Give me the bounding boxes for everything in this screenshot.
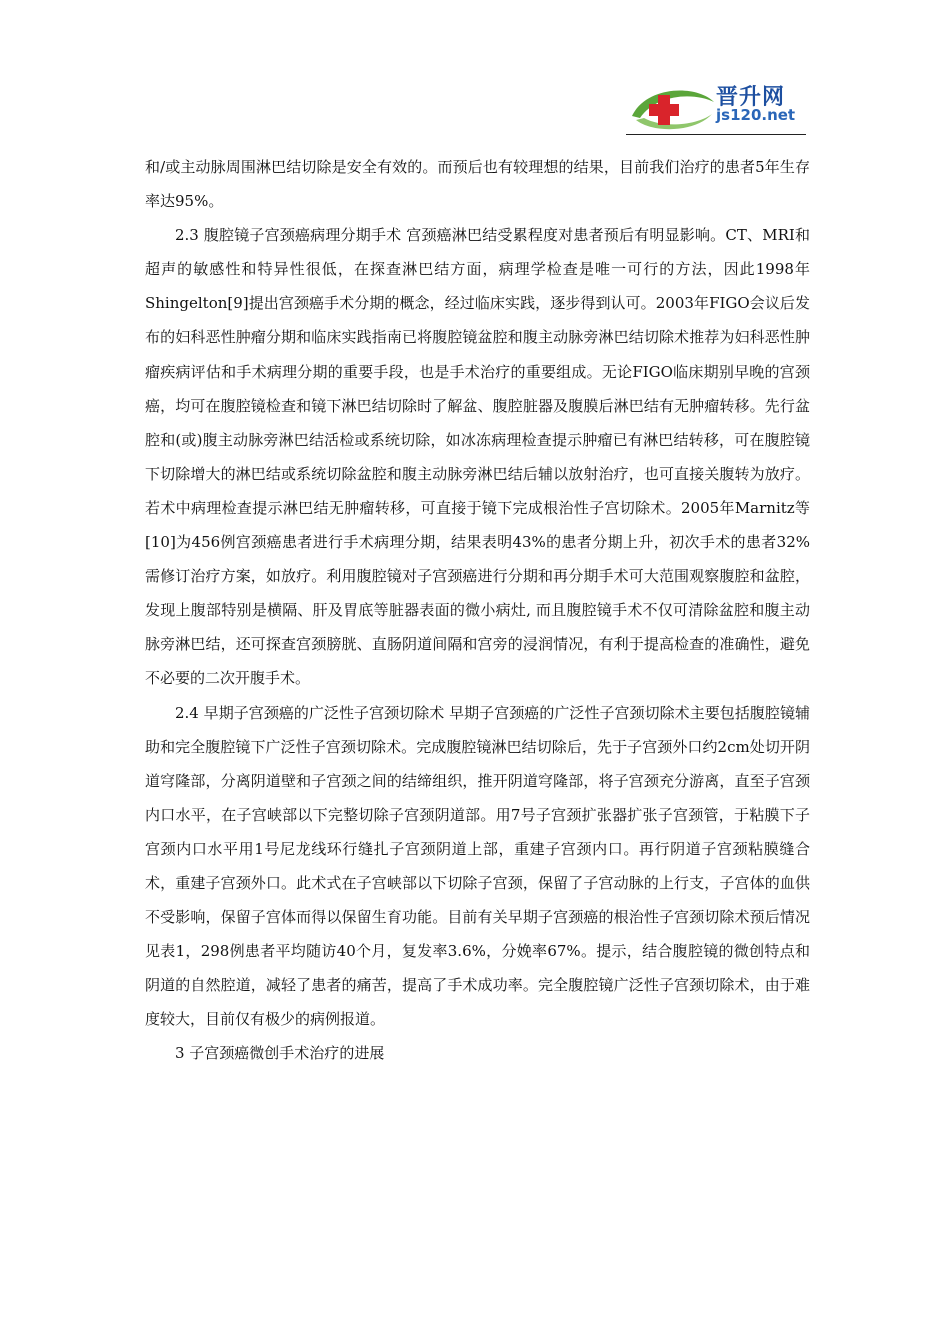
body-text	[145, 150, 810, 1071]
logo-name: 晋升网	[716, 85, 786, 110]
paragraph: 2.4 早期子宫颈癌的广泛性子宫颈切除术 早期子宫颈癌的广泛性子宫颈切除术主要包括腹腔镜辅助和完全腹腔镜下广泛性子宫颈切除术。完成腹腔镜淋巴结切除后，先于子宫颈外口约2cm处切开阴道穹隆部，分离阴道壁和子宫颈之间的结缔组织，推开阴道穹隆部，将子宫颈充分游离，直至子宫颈内口水平，在子宫峡部以下完整切除子宫颈阴道部。用7号子宫颈扩张器扩张子宫颈管，于粘膜下子宫颈内口水平用1号尼龙线环行缝扎子宫颈阴道上部，重建子宫颈内口。再行阴道子宫颈粘膜缝合术，重建子宫颈外口。此术式在子宫峡部以下切除子宫颈，保留了子宫动脉的上行支，子宫体的血供不受影响，保留子宫体而得以保留生育功能。目前有关早期子宫颈癌的根治性子宫颈切除术预后情况见表1，298例患者平均随访40个月，复发率3.6%，分娩率67%。提示，结合腹腔镜的微创特点和阴道的自然腔道，减轻了患者的痛苦，提高了手术成功率。完全腹腔镜广泛性子宫颈切除术，由于难度较大，目前仅有极少的病例报道。	[145, 703, 810, 1029]
section-heading: 3 子宫颈癌微创手术治疗的进展	[175, 1044, 385, 1063]
header-rule	[626, 134, 806, 135]
paragraph: 和/或主动脉周围淋巴结切除是安全有效的。而预后也有较理想的结果，目前我们治疗的患者5年生存率达95%。	[145, 158, 810, 211]
logo-url: js120.net	[716, 106, 796, 124]
paragraph: 2.3 腹腔镜子宫颈癌病理分期手术 宫颈癌淋巴结受累程度对患者预后有明显影响。CT、MRI和超声的敏感性和特异性很低，在探查淋巴结方面，病理学检查是唯一可行的方法，因此1998年Shingelton[9]提出宫颈癌手术分期的概念，经过临床实践，逐步得到认可。2003年FIGO会议后发布的妇科恶性肿瘤分期和临床实践指南已将腹腔镜盆腔和腹主动脉旁淋巴结切除术推荐为妇科恶性肿瘤疾病评估和手术病理分期的重要手段，也是手术治疗的重要组成。无论FIGO临床期别早晚的宫颈癌，均可在腹腔镜检查和镜下淋巴结切除时了解盆、腹腔脏器及腹膜后淋巴结有无肿瘤转移。先行盆腔和(或)腹主动脉旁淋巴结活检或系统切除，如冰冻病理检查提示肿瘤已有淋巴结转移，可在腹腔镜下切除增大的淋巴结或系统切除盆腔和腹主动脉旁淋巴结后辅以放射治疗，也可直接关腹转为放疗。若术中病理检查提示淋巴结无肿瘤转移，可直接于镜下完成根治性子宫切除术。2005年Marnitz等[10]为456例宫颈癌患者进行手术病理分期，结果表明43%的患者分期上升，初次手术的患者32%需修订治疗方案，如放疗。利用腹腔镜对子宫颈癌进行分期和再分期手术可大范围观察腹腔和盆腔，发现上腹部特别是横隔、肝及胃底等脏器表面的微小病灶, 而且腹腔镜手术不仅可清除盆腔和腹主动脉旁淋巴结，还可探查宫颈膀胱、直肠阴道间隔和宫旁的浸润情况，有利于提高检查的准确性，避免不必要的二次开腹手术。	[145, 226, 810, 688]
